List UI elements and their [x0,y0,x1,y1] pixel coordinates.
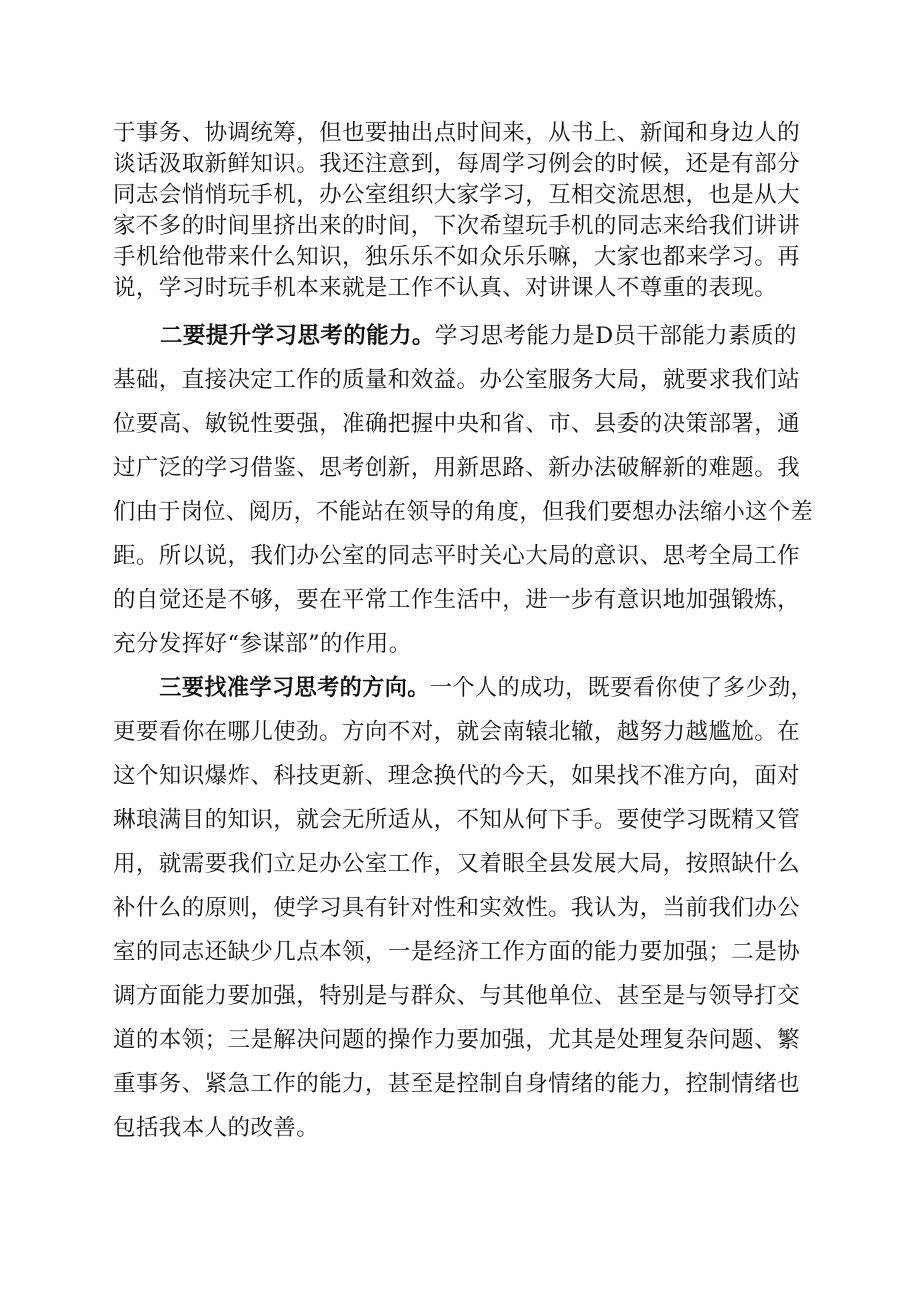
text-line: 的自觉还是不够，要在平常工作生活中，进一步有意识地加强锻炼， [113,587,801,613]
text-line: 琳琅满目的知识，就会无所适从，不知从何下手。要使学习既精又管 [113,807,801,833]
text-line: 说，学习时玩手机本来就是工作不认真、对讲课人不尊重的表现。 [113,275,778,301]
text-line: 谈话汲取新鲜知识。我还注意到，每周学习例会的时候，还是有部分 [113,151,801,177]
text-line: 这个知识爆炸、科技更新、理念换代的今天，如果找不准方向，面对 [113,763,801,789]
text-line: 室的同志还缺少几点本领，一是经济工作方面的能力要加强；二是协 [113,939,801,965]
paragraph-improve-thinking-ability [113,314,813,666]
text-line: 更要看你在哪儿使劲。方向不对，就会南辕北辙，越努力越尴尬。在 [113,719,801,745]
paragraph-continuation [113,118,813,304]
text-line: 补什么的原则，使学习具有针对性和实效性。我认为，当前我们办公 [113,895,801,921]
text-line: 用，就需要我们立足办公室工作，又着眼全县发展大局，按照缺什么 [113,851,801,877]
text-line: 重事务、紧急工作的能力，甚至是控制自身情绪的能力，控制情绪也 [113,1071,801,1097]
text-segment: 学习思考能力是D员干部能力素质的 [434,323,797,349]
text-line: 充分发挥好“参谋部”的作用。 [113,631,412,657]
text-line: 位要高、敏锐性要强，准确把握中央和省、市、县委的决策部署，通 [113,411,801,437]
text-line: 包括我本人的改善。 [113,1115,320,1141]
text-segment: 一个人的成功，既要看你使了多少劲， [429,675,814,701]
text-line-first [113,314,813,358]
text-line-first [113,666,814,710]
text-line: 道的本领；三是解决问题的操作力要加强，尤其是处理复杂问题、繁 [113,1027,801,1053]
text-line: 调方面能力要加强，特别是与群众、与其他单位、甚至是与领导打交 [113,983,801,1009]
paragraph-heading: 三要找准学习思考的方向。 [159,675,430,701]
text-line: 距。所以说，我们办公室的同志平时关心大局的意识、思考全局工作 [113,543,801,569]
text-line: 们由于岗位、阅历，不能站在领导的角度，但我们要想办法缩小这个差 [113,499,813,525]
text-line: 同志会悄悄玩手机，办公室组织大家学习，互相交流思想，也是从大 [113,182,801,208]
text-line: 于事务、协调统筹，但也要抽出点时间来，从书上、新闻和身边人的 [113,120,801,146]
paragraph-heading: 二要提升学习思考的能力。 [160,323,435,349]
text-line: 家不多的时间里挤出来的时间，下次希望玩手机的同志来给我们讲讲 [113,213,801,239]
text-line: 过广泛的学习借鉴、思考创新，用新思路、新办法破解新的难题。我 [113,455,801,481]
paragraph-find-thinking-direction [113,666,813,1150]
text-line: 手机给他带来什么知识，独乐乐不如众乐乐嘛，大家也都来学习。再 [113,244,801,270]
text-line: 基础，直接决定工作的质量和效益。办公室服务大局，就要求我们站 [113,367,801,393]
